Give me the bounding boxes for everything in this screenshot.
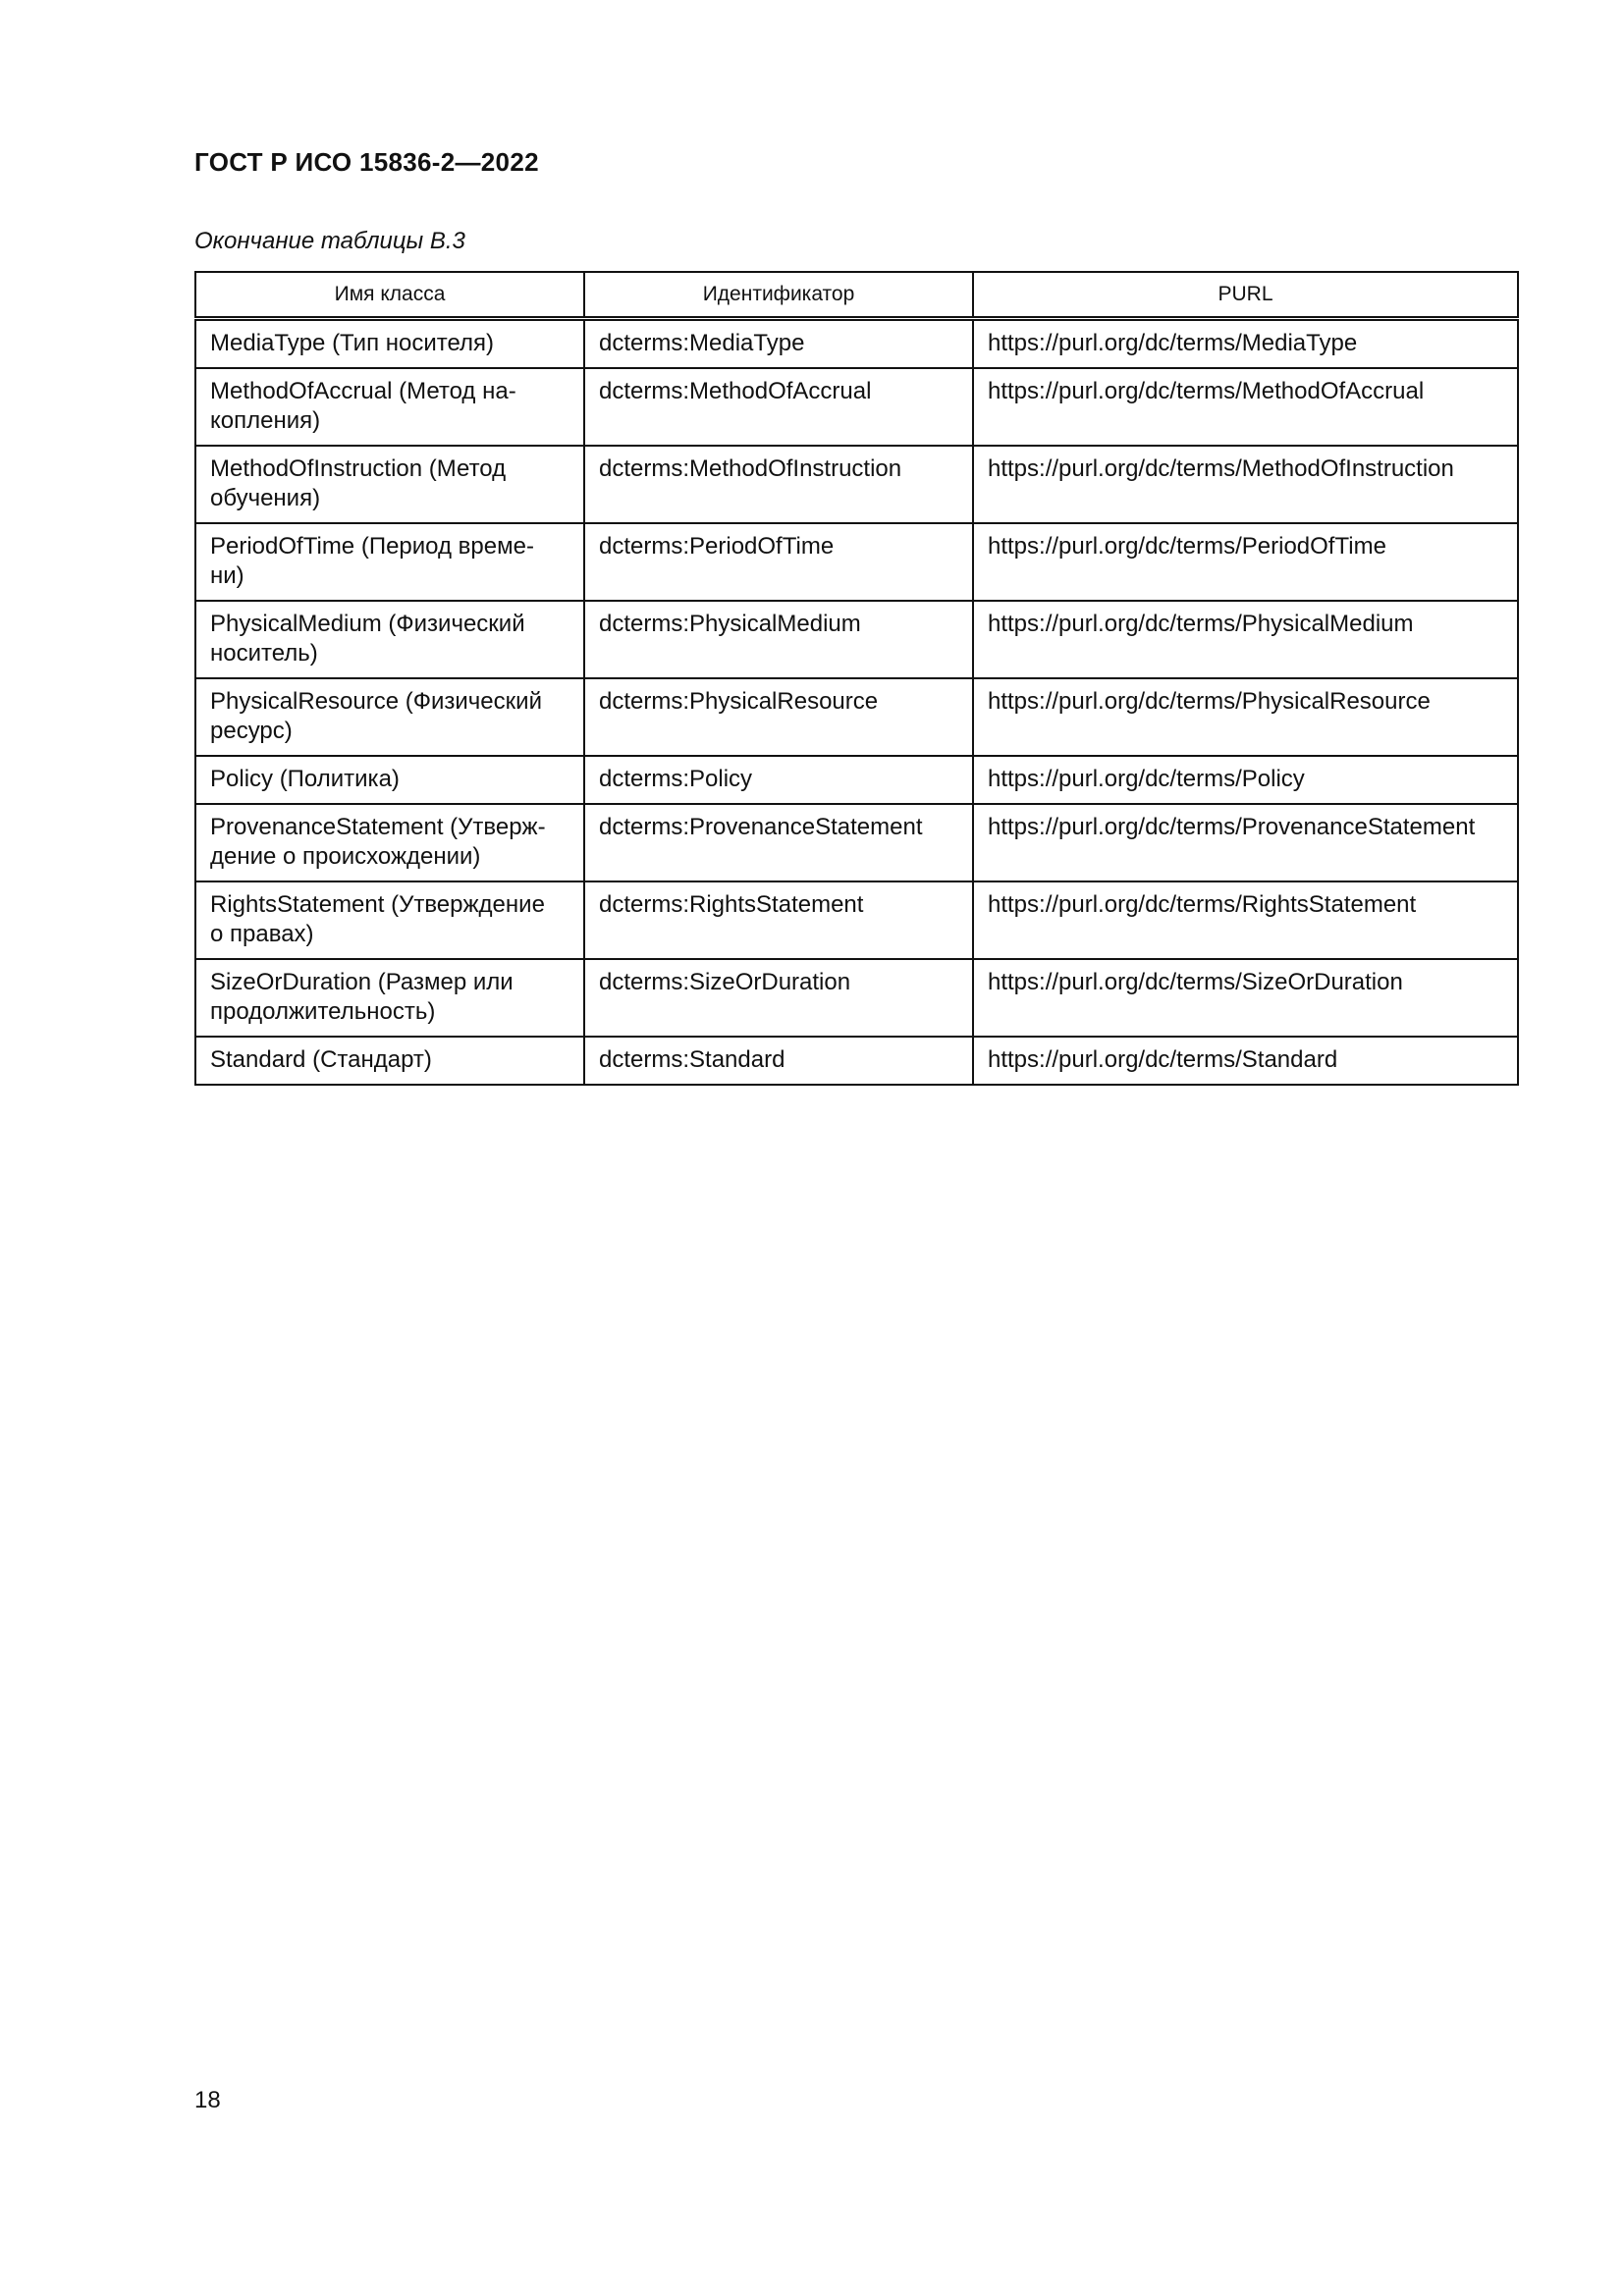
class-name-cell: MediaType (Тип носителя) [195,319,584,369]
class-name-cell: MethodOfAccrual (Метод на- копления) [195,368,584,446]
document-header: ГОСТ Р ИСО 15836-2—2022 [194,147,539,177]
table-row [195,881,1518,959]
class-name-cell: ProvenanceStatement (Утверж- дение о происхождении) [195,804,584,881]
class-table [194,271,1519,1086]
identifier-cell: dcterms:SizeOrDuration [584,959,973,1037]
identifier-cell: dcterms:Policy [584,756,973,804]
class-name-cell: Policy (Политика) [195,756,584,804]
table-row [195,959,1518,1037]
purl-cell: https://purl.org/dc/terms/PhysicalMedium [973,601,1518,678]
identifier-cell: dcterms:PhysicalResource [584,678,973,756]
purl-cell: https://purl.org/dc/terms/ProvenanceStatement [973,804,1518,881]
class-name-cell: Standard (Стандарт) [195,1037,584,1085]
purl-cell: https://purl.org/dc/terms/SizeOrDuration [973,959,1518,1037]
class-name-cell: RightsStatement (Утверждение о правах) [195,881,584,959]
identifier-cell: dcterms:Standard [584,1037,973,1085]
column-header-class-name: Имя класса [195,272,584,319]
class-name-cell: PhysicalResource (Физический ресурс) [195,678,584,756]
identifier-cell: dcterms:ProvenanceStatement [584,804,973,881]
class-name-cell: PeriodOfTime (Период време- ни) [195,523,584,601]
table-row [195,1037,1518,1085]
class-name-cell: PhysicalMedium (Физический носитель) [195,601,584,678]
identifier-cell: dcterms:MediaType [584,319,973,369]
table-row [195,319,1518,369]
page-number: 18 [194,2087,221,2113]
purl-cell: https://purl.org/dc/terms/MethodOfInstruction [973,446,1518,523]
table-row [195,804,1518,881]
class-name-cell: SizeOrDuration (Размер или продолжительность) [195,959,584,1037]
purl-cell: https://purl.org/dc/terms/PhysicalResource [973,678,1518,756]
table-caption: Окончание таблицы В.3 [194,228,465,254]
purl-cell: https://purl.org/dc/terms/RightsStatement [973,881,1518,959]
purl-cell: https://purl.org/dc/terms/MethodOfAccrual [973,368,1518,446]
table-row [195,756,1518,804]
column-header-identifier: Идентификатор [584,272,973,319]
class-name-cell: MethodOfInstruction (Метод обучения) [195,446,584,523]
table-row [195,368,1518,446]
purl-cell: https://purl.org/dc/terms/PeriodOfTime [973,523,1518,601]
purl-cell: https://purl.org/dc/terms/Standard [973,1037,1518,1085]
table-header-row [195,272,1518,319]
column-header-purl: PURL [973,272,1518,319]
table-row [195,523,1518,601]
identifier-cell: dcterms:PeriodOfTime [584,523,973,601]
identifier-cell: dcterms:PhysicalMedium [584,601,973,678]
table-body [195,319,1518,1086]
identifier-cell: dcterms:MethodOfAccrual [584,368,973,446]
table-row [195,601,1518,678]
identifier-cell: dcterms:RightsStatement [584,881,973,959]
identifier-cell: dcterms:MethodOfInstruction [584,446,973,523]
purl-cell: https://purl.org/dc/terms/Policy [973,756,1518,804]
table-row [195,446,1518,523]
purl-cell: https://purl.org/dc/terms/MediaType [973,319,1518,369]
table-row [195,678,1518,756]
